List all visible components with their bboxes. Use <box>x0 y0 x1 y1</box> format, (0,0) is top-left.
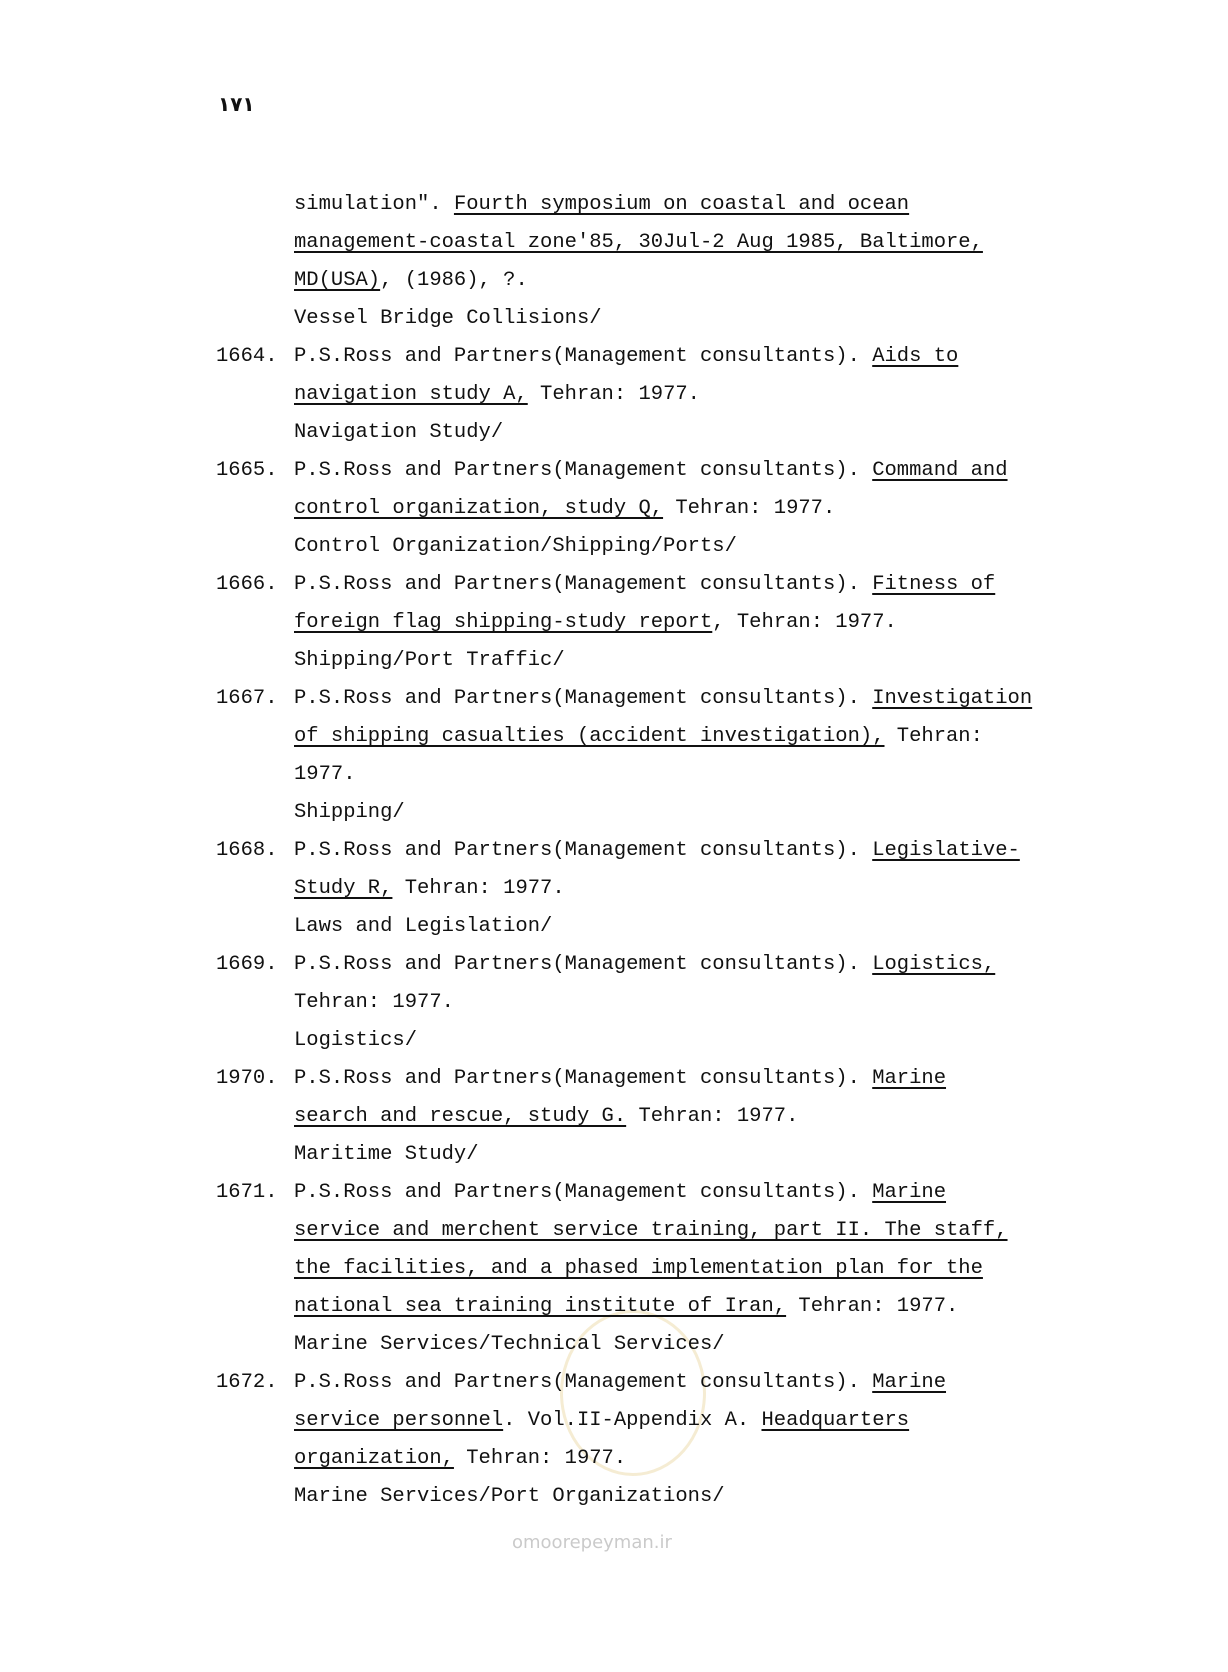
underlined-title: Marine <box>872 1181 947 1204</box>
entry-text: Tehran: 1977. <box>786 1295 959 1318</box>
entry-text: Tehran: 1977. <box>626 1105 799 1128</box>
underlined-title: Marine <box>872 1067 947 1090</box>
underlined-title: control organization, study Q, <box>294 497 664 520</box>
entry-line <box>294 649 565 673</box>
entry-text: P.S.Ross and Partners(Management consultants). <box>294 953 873 976</box>
underlined-title: national sea training institute of Iran, <box>294 1295 787 1318</box>
entry-number: 1664. <box>216 345 278 368</box>
entry-line <box>294 307 602 331</box>
entry-line <box>294 991 454 1015</box>
entry-line <box>294 1181 946 1205</box>
entry-line <box>294 269 528 293</box>
entry-line <box>294 801 405 825</box>
entry-line <box>294 497 835 521</box>
entry-text: Tehran: 1977. <box>294 991 454 1014</box>
underlined-title: Study R, <box>294 877 393 900</box>
underlined-title: Fitness of <box>872 573 996 596</box>
entry-text: Tehran: 1977. <box>527 383 700 406</box>
entry-text: Navigation Study/ <box>294 421 504 444</box>
entry-line <box>294 611 897 635</box>
entry-line <box>294 193 909 217</box>
entry-line <box>294 573 995 597</box>
entry-text: Tehran: 1977. <box>453 1447 627 1470</box>
entry-text: Tehran: <box>884 725 983 748</box>
entry-text: P.S.Ross and Partners(Management consultants). <box>294 1371 873 1394</box>
entry-line <box>294 1295 958 1319</box>
entry-number: 1671. <box>216 1181 278 1204</box>
entry-text: P.S.Ross and Partners(Management consultants). <box>294 1067 873 1090</box>
entry-text: P.S.Ross and Partners(Management consultants). <box>294 345 873 368</box>
entry-text: Marine Services/Port Organizations/ <box>294 1485 725 1508</box>
entry-line <box>294 839 1020 863</box>
entry-line <box>294 1447 626 1471</box>
entry-text: . Vol.II-Appendix A. <box>503 1409 762 1432</box>
entry-line <box>294 421 503 445</box>
entry-text: Tehran: 1977. <box>663 497 836 520</box>
entry-line <box>294 915 552 939</box>
entry-number: 1668. <box>216 839 278 862</box>
entry-text: , (1986), ?. <box>380 269 528 292</box>
underlined-title: of shipping casualties (accident investigation), <box>294 725 885 748</box>
underlined-title: service and merchent service training, part II. The staff, <box>294 1219 1008 1242</box>
entry-text: Marine Services/Technical Services/ <box>294 1333 725 1356</box>
entry-line <box>294 459 1008 483</box>
underlined-title: Command and <box>872 459 1008 482</box>
entry-text: Maritime Study/ <box>294 1143 479 1166</box>
underlined-title: Fourth symposium on coastal and ocean <box>453 193 910 216</box>
underlined-title: Marine <box>872 1371 947 1394</box>
entry-text: Logistics/ <box>294 1029 418 1052</box>
entry-text: P.S.Ross and Partners(Management consultants). <box>294 1181 873 1204</box>
entry-line <box>294 1067 946 1091</box>
entry-line <box>294 725 983 749</box>
underlined-title: foreign flag shipping-study report <box>294 611 713 634</box>
entry-text: P.S.Ross and Partners(Management consultants). <box>294 573 873 596</box>
underlined-title: management-coastal zone'85, 30Jul-2 Aug 1985, Baltimore, <box>294 231 983 254</box>
underlined-title: organization, <box>294 1447 454 1470</box>
entry-text: , Tehran: 1977. <box>712 611 897 634</box>
underlined-title: Headquarters <box>761 1409 910 1432</box>
underlined-title: Investigation <box>872 687 1033 710</box>
underlined-title: service personnel <box>294 1409 504 1432</box>
underlined-title: Logistics, <box>872 953 996 976</box>
entry-number: 1667. <box>216 687 278 710</box>
entry-number: 1970. <box>216 1067 278 1090</box>
underlined-title: the facilities, and a phased implementation plan for the <box>294 1257 983 1280</box>
entry-line <box>294 1029 417 1053</box>
entry-line <box>294 877 565 901</box>
entry-number: 1665. <box>216 459 278 482</box>
entry-line <box>294 1257 983 1281</box>
entry-text: simulation". <box>294 193 454 216</box>
entry-line <box>294 1105 798 1129</box>
entry-line <box>294 1143 479 1167</box>
entry-text: 1977. <box>294 763 356 786</box>
watermark-text: omoorepeyman.ir <box>512 1532 672 1553</box>
underlined-title: Legislative- <box>872 839 1020 862</box>
entry-line <box>294 535 737 559</box>
entry-number: 1672. <box>216 1371 278 1394</box>
entry-text: P.S.Ross and Partners(Management consultants). <box>294 839 873 862</box>
entry-line <box>294 1333 725 1357</box>
entry-text: P.S.Ross and Partners(Management consultants). <box>294 687 873 710</box>
underlined-title: Aids to <box>872 345 959 368</box>
entry-line <box>294 345 958 369</box>
entry-line <box>294 763 356 787</box>
entry-number: 1669. <box>216 953 278 976</box>
underlined-title: search and rescue, study G. <box>294 1105 627 1128</box>
entry-line <box>294 383 700 407</box>
entry-text: P.S.Ross and Partners(Management consultants). <box>294 459 873 482</box>
entry-text: Tehran: 1977. <box>392 877 565 900</box>
entry-text: Shipping/ <box>294 801 405 824</box>
page-number: ۱۷۱ <box>218 92 255 116</box>
entry-text: Control Organization/Shipping/Ports/ <box>294 535 737 558</box>
underlined-title: navigation study A, <box>294 383 528 406</box>
entry-text: Vessel Bridge Collisions/ <box>294 307 602 330</box>
entry-number: 1666. <box>216 573 278 596</box>
entry-line <box>294 1371 946 1395</box>
entry-line <box>294 687 1032 711</box>
underlined-title: MD(USA) <box>294 269 381 292</box>
entry-line <box>294 1485 725 1509</box>
entry-line <box>294 231 983 255</box>
entry-text: Shipping/Port Traffic/ <box>294 649 565 672</box>
entry-line <box>294 1219 1008 1243</box>
entry-line <box>294 953 995 977</box>
entry-line <box>294 1409 909 1433</box>
entry-text: Laws and Legislation/ <box>294 915 553 938</box>
